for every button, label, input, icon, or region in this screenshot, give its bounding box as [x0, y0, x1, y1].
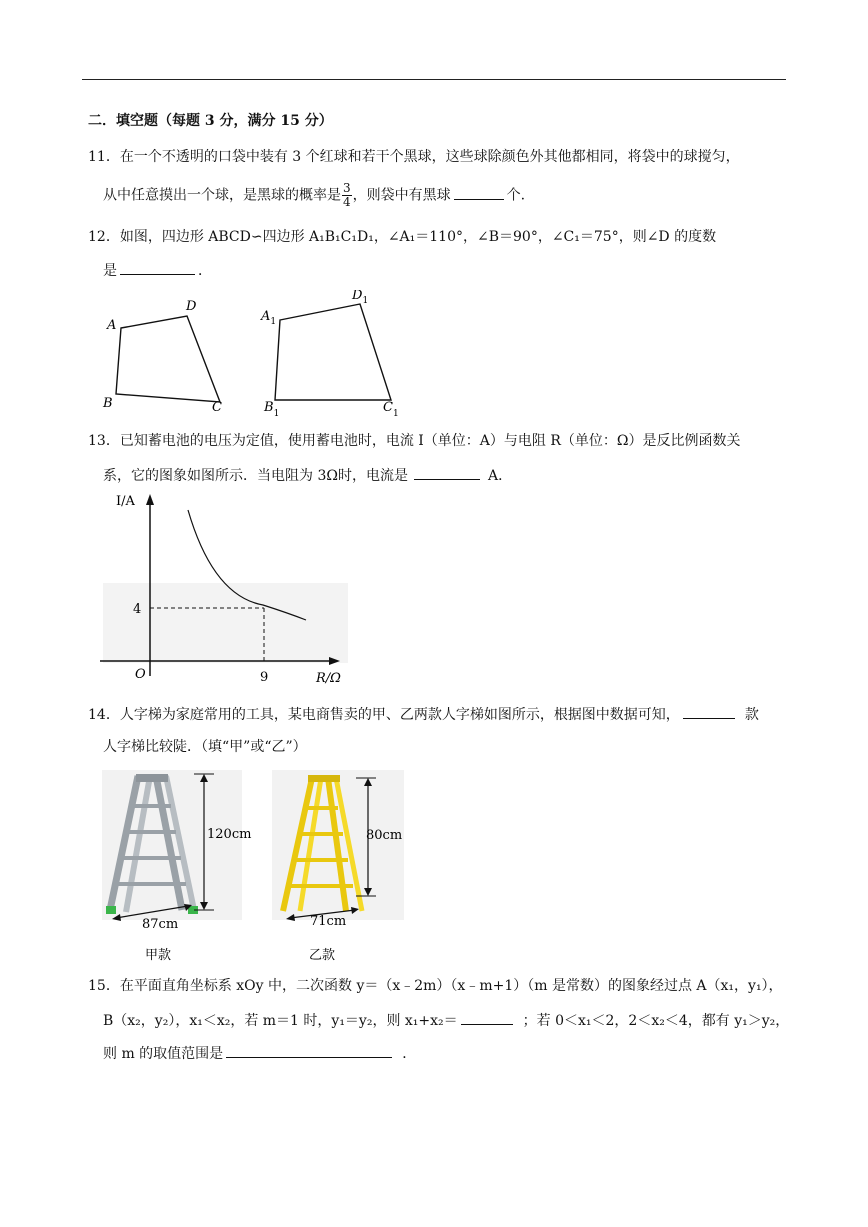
label-b1 [263, 400, 279, 419]
x-axis-label: R/Ω [316, 671, 341, 686]
q12-text-a: 是 [103, 263, 117, 279]
label-a: A [107, 318, 117, 333]
q15-line1: 15．在平面直角坐标系 xOy 中，二次函数 y＝（x﹣2m）（x﹣m+1）（m 是常数）的图象经过点 A（x₁，y₁）， [88, 978, 783, 994]
y-axis-label: I/A [116, 494, 135, 509]
ladder-a-caption: 甲款 [145, 948, 172, 963]
ladder-figures [100, 768, 410, 968]
q14-text-b: 款 [744, 707, 759, 723]
y-tick-label: 4 [133, 602, 142, 617]
q14-line2: 人字梯比较陡．（填“甲”或“乙”） [103, 739, 307, 755]
q11-line1: 11．在一个不透明的口袋中装有 3 个红球和若干个黑球，这些球除颜色外其他都相同，将袋中的球搅匀， [88, 149, 740, 165]
ladder-a [102, 770, 251, 963]
label-d1-sub: 1 [362, 296, 369, 306]
q13-text-a: 系，它的图象如图所示．当电阻为 3Ω时，电流是 [103, 468, 408, 484]
q11-line2 [103, 182, 525, 209]
label-c: C [212, 400, 222, 415]
label-d: D [186, 299, 197, 314]
origin-label: O [135, 667, 146, 682]
x-tick-label: 9 [260, 670, 269, 685]
ladder-a-top [136, 774, 168, 782]
y-axis-arrow [146, 494, 154, 505]
header-rule [82, 79, 786, 80]
q11-text-b: ，则袋中有黑球 [352, 187, 451, 204]
q13-text-b: A． [487, 468, 513, 484]
ladder-a-foot [106, 906, 116, 914]
inverse-function-graph [98, 488, 360, 688]
q13-line1: 13．已知蓄电池的电压为定值，使用蓄电池时，电流 I（单位：A）与电阻 R（单位：Ω）是反比例函数关 [88, 433, 741, 449]
label-b1-letter: B [264, 400, 274, 415]
q11-text-a: 从中任意摸出一个球，是黑球的概率是 [103, 187, 341, 204]
label-b: B [103, 396, 113, 411]
ladder-b-caption: 乙款 [309, 948, 336, 963]
fraction-numerator: 3 [343, 181, 351, 195]
q15-answer-blank-2[interactable] [226, 1043, 392, 1058]
quadrilateral-figures [95, 290, 415, 420]
label-b1-sub: 1 [273, 409, 280, 419]
ladder-b-top [308, 775, 340, 782]
label-a1 [260, 309, 276, 327]
label-c1-sub: 1 [392, 409, 399, 419]
fraction-denominator: 4 [343, 195, 351, 209]
q12-text-b: ． [198, 263, 212, 279]
q15-text-c: 则 m 的取值范围是 [103, 1046, 224, 1062]
probability-fraction [342, 182, 352, 209]
ladder-b-height-label: 80cm [366, 828, 403, 843]
ladder-b-width-label: 71cm [310, 914, 347, 929]
ladder-a-height-label: 120cm [207, 827, 252, 842]
label-a1-letter: A [261, 309, 271, 324]
q14-text-a: 14．人字梯为家庭常用的工具，某电商售卖的甲、乙两款人字梯如图所示，根据图中数据可知， [88, 707, 680, 723]
q14-line1 [88, 704, 759, 725]
label-c1-letter: C [383, 400, 393, 415]
q13-line2 [103, 465, 512, 486]
graph-background [103, 583, 348, 663]
q13-answer-blank[interactable] [414, 465, 480, 480]
q12-answer-blank[interactable] [120, 260, 195, 275]
q15-line2 [103, 1010, 789, 1031]
q15-text-d: ． [402, 1046, 417, 1062]
q15-text-a: B（x₂，y₂），x₁＜x₂，若 m＝1 时，y₁＝y₂，则 x₁+x₂＝ [103, 1013, 458, 1029]
q11-text-c: 个. [506, 187, 526, 204]
ladder-b [272, 770, 404, 963]
quadrilateral-abcd [116, 316, 220, 402]
quadrilateral-a1b1c1d1 [275, 304, 391, 400]
label-c1 [383, 400, 399, 419]
label-d1-letter: D [352, 290, 363, 303]
q15-text-b: ；若 0＜x₁＜2，2＜x₂＜4，都有 y₁＞y₂， [522, 1013, 790, 1029]
q14-answer-blank[interactable] [683, 704, 735, 719]
q12-line1: 12．如图，四边形 ABCD∽四边形 A₁B₁C₁D₁，∠A₁＝110°，∠B＝90°，∠C₁＝75°，则∠D 的度数 [88, 229, 717, 245]
q11-answer-blank[interactable] [454, 185, 504, 200]
q15-line3 [103, 1043, 416, 1064]
label-a1-sub: 1 [270, 317, 277, 327]
q12-line2 [103, 260, 212, 281]
ladder-a-width-label: 87cm [142, 917, 179, 932]
section-heading: 二．填空题（每题 3 分，满分 15 分） [88, 113, 333, 129]
q15-answer-blank-1[interactable] [461, 1010, 513, 1025]
